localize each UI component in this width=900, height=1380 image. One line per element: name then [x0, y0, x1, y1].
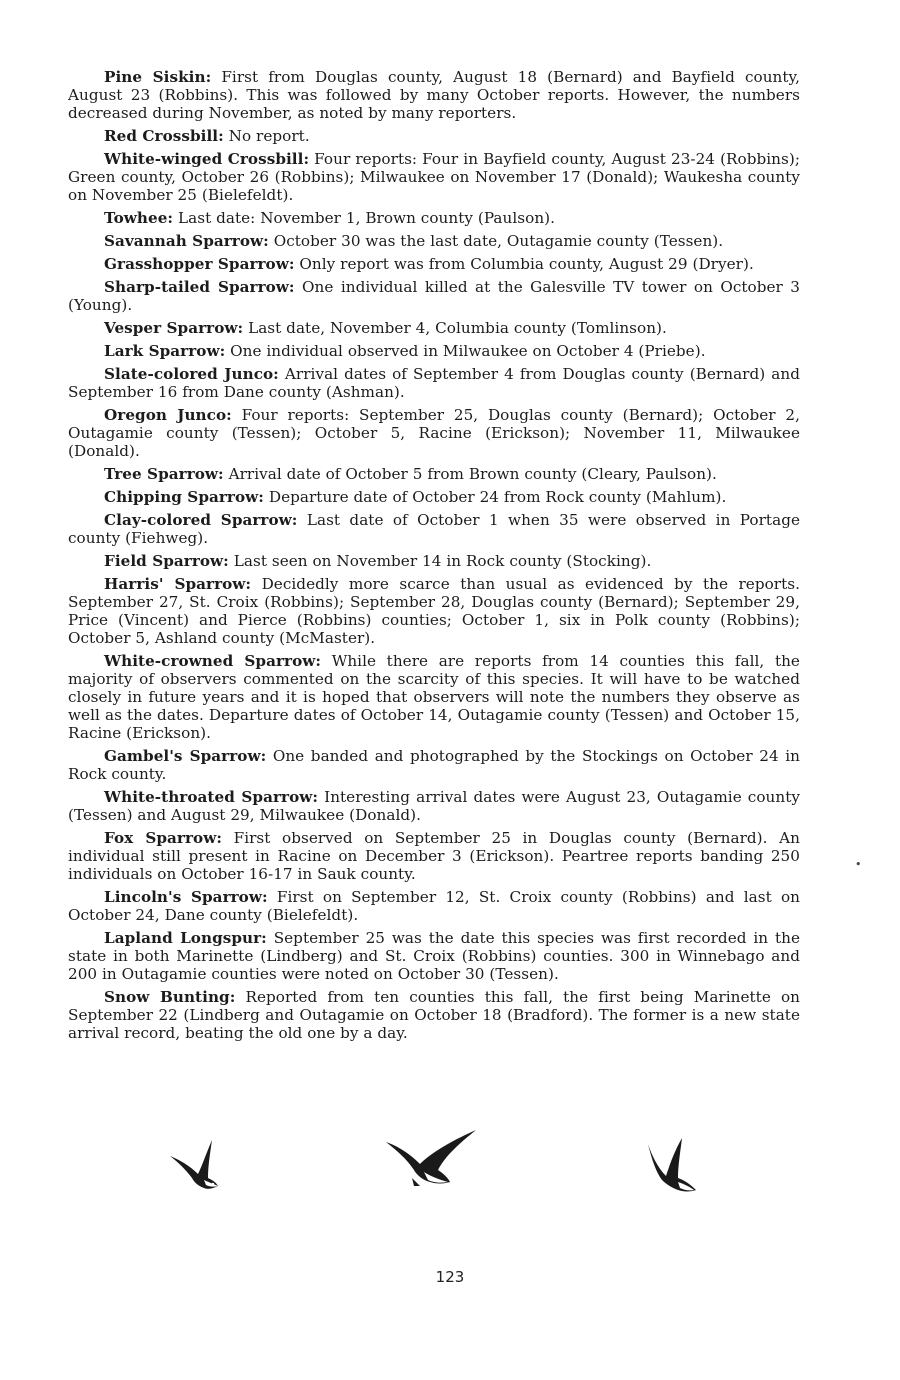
species-name: Sharp-tailed Sparrow: — [104, 278, 295, 296]
entry-text: Last date, November 4, Columbia county (Tomlinson). — [248, 319, 667, 337]
entry-sharp-tailed-sparrow — [68, 278, 800, 314]
entry-text: One individual observed in Milwaukee on October 4 (Priebe). — [230, 342, 706, 360]
species-name: Field Sparrow: — [104, 552, 229, 570]
species-name: Oregon Junco: — [104, 406, 232, 424]
entry-grasshopper-sparrow — [68, 255, 800, 273]
entry-fox-sparrow — [68, 829, 800, 883]
species-name: Harris' Sparrow: — [104, 575, 252, 593]
entry-white-crowned-sparrow — [68, 652, 800, 742]
entry-text: Last date of October 1 when 35 were observed in Portage county (Fiehweg). — [68, 511, 801, 547]
species-name: Lincoln's Sparrow: — [104, 888, 268, 906]
entry-text: Departure date of October 24 from Rock county (Mahlum). — [268, 488, 727, 506]
species-name: Red Crossbill: — [104, 127, 224, 145]
species-name: Tree Sparrow: — [104, 465, 224, 483]
entry-text: First observed on September 25 in Douglas county (Bernard). An individual still present in Racine on December 3 (Erickson). Peartree reports banding 250 individuals on October 16-17 in Sauk county. — [68, 829, 800, 883]
entry-text: One individual killed at the Galesville TV tower on October 3 (Young). — [68, 278, 801, 314]
gull-icon — [644, 1136, 702, 1198]
entry-text: Interesting arrival dates were August 23, Outagamie county (Tessen) and August 29, Milwaukee (Donald). — [68, 788, 800, 824]
entry-text: While there are reports from 14 counties this fall, the majority of observers commented on the scarcity of this species. It will have to be watched closely in future years and it is hoped that observers will note the numbers they observe as well as the dates. Departure dates of October 14, Outagamie county (Tessen) and October 15, Racine (Erickson). — [68, 652, 800, 742]
entry-text: Last date: November 1, Brown county (Paulson). — [177, 209, 556, 227]
entry-text: Last seen on November 14 in Rock county (Stocking). — [233, 552, 652, 570]
species-name: White-winged Crossbill: — [104, 150, 310, 168]
entry-white-throated-sparrow — [68, 788, 800, 824]
entry-field-sparrow — [68, 552, 800, 570]
entry-white-winged-crossbill — [68, 150, 800, 204]
page-number: 123 — [435, 1268, 465, 1286]
species-name: Grasshopper Sparrow: — [104, 255, 295, 273]
entry-vesper-sparrow — [68, 319, 800, 337]
species-name: Savannah Sparrow: — [104, 232, 269, 250]
gull-icon — [168, 1136, 226, 1196]
entry-gambels-sparrow — [68, 747, 800, 783]
entry-text: Reported from ten counties this fall, the first being Marinette on September 22 (Lindberg and Outagamie on October 18 (Bradford). The former is a new state arrival record, beating the old one by a day. — [68, 988, 801, 1042]
entry-text: Four reports: Four in Bayfield county, August 23-24 (Robbins); Green county, October 26 (Robbins); Milwaukee on November 17 (Donald); Waukesha county on November 25 (Bielefeldt). — [68, 150, 800, 204]
species-name: Gambel's Sparrow: — [104, 747, 267, 765]
entry-text: Decidedly more scarce than usual as evidenced by the reports. September 27, St. Croix (Robbins); September 28, Douglas county (Bernard); September 29, Price (Vincent) and Pierce (Robbins) counties; October 1, six in Polk county (Robbins); October 5, Ashland county (McMaster). — [68, 575, 800, 647]
entry-oregon-junco — [68, 406, 800, 460]
entry-tree-sparrow — [68, 465, 800, 483]
species-name: Lark Sparrow: — [104, 342, 226, 360]
entry-text: No report. — [228, 127, 310, 145]
entry-text: Arrival dates of September 4 from Douglas county (Bernard) and September 16 from Dane county (Ashman). — [68, 365, 800, 401]
entry-savannah-sparrow — [68, 232, 800, 250]
species-name: Vesper Sparrow: — [104, 319, 244, 337]
entry-clay-colored-sparrow — [68, 511, 800, 547]
entry-text: September 25 was the date this species was first recorded in the state in both Marinette (Lindberg) and St. Croix (Robbins) counties. 300 in Winnebago and 200 in Outagamie counties were noted on October 30 (Tessen). — [68, 929, 800, 983]
entry-towhee — [68, 209, 800, 227]
entry-slate-colored-junco — [68, 365, 800, 401]
entry-text: First from Douglas county, August 18 (Bernard) and Bayfield county, August 23 (Robbins). This was followed by many October reports. However, the numbers decreased during November, as noted by many reporters. — [68, 68, 800, 122]
species-name: Towhee: — [104, 209, 174, 227]
entry-snow-bunting — [68, 988, 800, 1042]
entry-lark-sparrow — [68, 342, 800, 360]
species-name: Lapland Longspur: — [104, 929, 267, 947]
gull-illustrations — [0, 1128, 900, 1208]
entry-pine-siskin — [68, 68, 800, 122]
entry-lincolns-sparrow — [68, 888, 800, 924]
entry-text: First on September 12, St. Croix county (Robbins) and last on October 24, Dane county (Bielefeldt). — [68, 888, 800, 924]
species-name: Snow Bunting: — [104, 988, 236, 1006]
entry-text: Only report was from Columbia county, August 29 (Dryer). — [299, 255, 754, 273]
species-name: Chipping Sparrow: — [104, 488, 264, 506]
ink-speck: • — [855, 858, 862, 871]
gull-icon — [384, 1128, 480, 1196]
species-name: Slate-colored Junco: — [104, 365, 279, 383]
entry-text: October 30 was the last date, Outagamie county (Tessen). — [273, 232, 724, 250]
species-name: White-crowned Sparrow: — [104, 652, 322, 670]
entry-harris-sparrow — [68, 575, 800, 647]
entry-text: One banded and photographed by the Stockings on October 24 in Rock county. — [68, 747, 800, 783]
species-name: Fox Sparrow: — [104, 829, 222, 847]
species-name: White-throated Sparrow: — [104, 788, 319, 806]
entry-text: Four reports: September 25, Douglas county (Bernard); October 2, Outagamie county (Tessen); October 5, Racine (Erickson); November 11, Milwaukee (Donald). — [68, 406, 800, 460]
entry-red-crossbill — [68, 127, 800, 145]
entry-lapland-longspur — [68, 929, 800, 983]
species-name: Pine Siskin: — [104, 68, 212, 86]
entry-text: Arrival date of October 5 from Brown county (Cleary, Paulson). — [228, 465, 717, 483]
entry-chipping-sparrow — [68, 488, 800, 506]
species-name: Clay-colored Sparrow: — [104, 511, 298, 529]
article-body — [68, 68, 800, 1047]
